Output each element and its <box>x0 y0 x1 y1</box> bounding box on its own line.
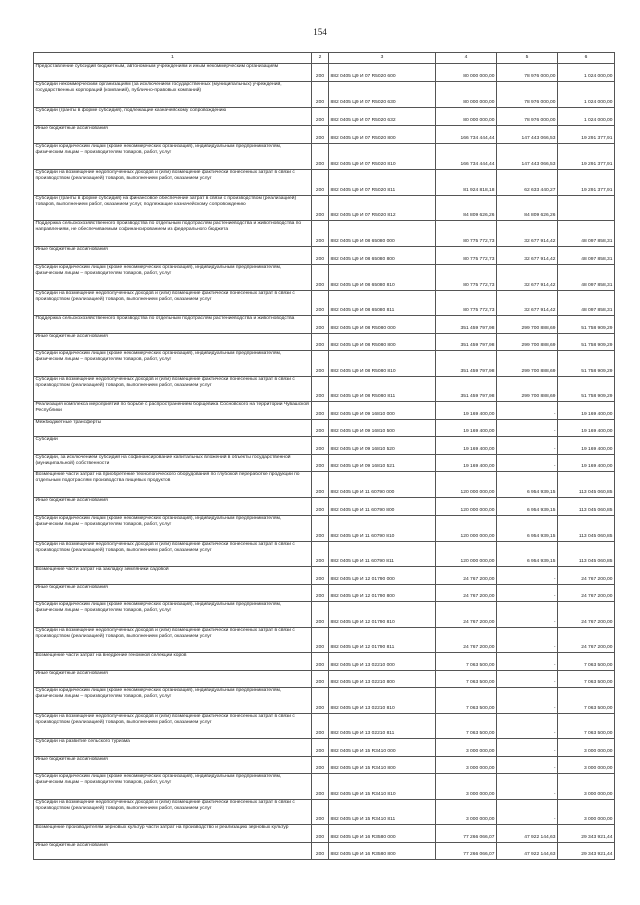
row-line-code: 200 <box>312 108 329 126</box>
row-name: Предоставление субсидий бюджетным, автономным учреждениям и иным некоммерческим организациям <box>34 64 312 82</box>
row-unexecuted-amount: 1 024 000,00 <box>558 64 615 82</box>
table-row <box>34 170 615 196</box>
row-budget-code: 882 0405 Ц9 И 12 01790 811 <box>329 628 436 653</box>
row-approved-amount: 120 000 000,00 <box>436 542 497 567</box>
row-line-code: 200 <box>312 688 329 714</box>
row-unexecuted-amount <box>558 196 615 221</box>
table-row <box>34 757 615 774</box>
row-name: Иные бюджетные ассигнования <box>34 585 312 602</box>
row-budget-code: 882 0405 Ц9 И 12 01790 800 <box>329 585 436 602</box>
row-budget-code: 882 0405 Ц9 И 11 60790 811 <box>329 542 436 567</box>
row-line-code: 200 <box>312 671 329 688</box>
row-unexecuted-amount: 51 758 909,29 <box>558 377 615 402</box>
row-budget-code: 882 0405 Ц9 И 11 60790 810 <box>329 516 436 542</box>
row-line-code: 200 <box>312 351 329 377</box>
row-budget-code: 882 0405 Ц9 И 08 65080 811 <box>329 291 436 316</box>
table-row <box>34 82 615 108</box>
page-number: 154 <box>313 27 327 37</box>
row-line-code: 200 <box>312 498 329 516</box>
table-row <box>34 196 615 221</box>
row-name: Субсидии на возмещение недополученных доходов и (или) возмещение фактически понесенных затрат в связи с производством (реализацией) товаров, выполнением работ, оказанием услуг <box>34 542 312 567</box>
row-line-code: 200 <box>312 437 329 455</box>
row-line-code: 200 <box>312 144 329 170</box>
row-executed-amount: 47 922 144,63 <box>497 843 558 860</box>
table-row <box>34 688 615 714</box>
table-row <box>34 377 615 402</box>
row-executed-amount: - <box>497 585 558 602</box>
table-row <box>34 64 615 82</box>
table-row <box>34 516 615 542</box>
row-approved-amount: 24 767 200,00 <box>436 628 497 653</box>
row-unexecuted-amount: 113 045 060,85 <box>558 472 615 498</box>
table-row <box>34 843 615 860</box>
row-executed-amount: 6 954 939,15 <box>497 472 558 498</box>
row-line-code: 200 <box>312 265 329 291</box>
row-unexecuted-amount: 48 097 858,31 <box>558 265 615 291</box>
row-unexecuted-amount: 29 343 921,44 <box>558 825 615 843</box>
budget-execution-table <box>33 52 615 860</box>
row-budget-code: 882 0405 Ц9 И 09 16810 000 <box>329 402 436 420</box>
row-approved-amount: 19 169 400,00 <box>436 455 497 472</box>
row-line-code: 200 <box>312 221 329 247</box>
row-budget-code: 882 0405 Ц9 И 13 02210 811 <box>329 714 436 739</box>
row-name: Иные бюджетные ассигнования <box>34 498 312 516</box>
row-budget-code: 882 0405 Ц9 И 13 02210 800 <box>329 671 436 688</box>
table-row <box>34 825 615 843</box>
row-name: Возмещение части затрат на внедрение геномной селекции коров <box>34 653 312 671</box>
row-budget-code: 882 0405 Ц9 И 08 R5080 800 <box>329 334 436 351</box>
row-unexecuted-amount: 113 045 060,85 <box>558 542 615 567</box>
row-line-code: 200 <box>312 247 329 265</box>
row-budget-code: 882 0405 Ц9 И 09 16810 500 <box>329 420 436 437</box>
row-name: Субсидии на возмещение недополученных доходов и (или) возмещение фактически понесенных затрат в связи с производством (реализацией) товаров, выполнением работ, оказанием услуг <box>34 291 312 316</box>
row-line-code: 200 <box>312 334 329 351</box>
row-name: Субсидии на возмещение недополученных доходов и (или) возмещение фактически понесенных затрат в связи с производством (реализацией) товаров, выполнением работ, оказанием услуг <box>34 628 312 653</box>
table-row <box>34 265 615 291</box>
row-executed-amount: 6 954 939,15 <box>497 498 558 516</box>
table-row <box>34 108 615 126</box>
row-approved-amount: 77 266 066,07 <box>436 843 497 860</box>
row-line-code: 200 <box>312 126 329 144</box>
row-approved-amount: 84 809 626,26 <box>436 196 497 221</box>
row-name: Субсидии юридическим лицам (кроме некоммерческих организаций), индивидуальным предпринимателям, физическим лицам – производителям товаров, работ, услуг <box>34 688 312 714</box>
row-approved-amount: 120 000 000,00 <box>436 516 497 542</box>
row-executed-amount: 78 976 000,00 <box>497 108 558 126</box>
row-budget-code: 882 0405 Ц9 И 08 65080 000 <box>329 221 436 247</box>
row-unexecuted-amount: 24 767 200,00 <box>558 567 615 585</box>
column-header: 6 <box>558 53 615 64</box>
row-name: Иные бюджетные ассигнования <box>34 671 312 688</box>
row-unexecuted-amount: 1 024 000,00 <box>558 108 615 126</box>
row-unexecuted-amount: 19 291 377,91 <box>558 144 615 170</box>
row-approved-amount: 3 000 000,00 <box>436 800 497 825</box>
row-line-code: 200 <box>312 774 329 800</box>
row-budget-code: 882 0405 Ц9 И 15 R3410 810 <box>329 774 436 800</box>
row-budget-code: 882 0405 Ц9 И 15 R3410 000 <box>329 739 436 757</box>
row-executed-amount: 32 677 914,42 <box>497 221 558 247</box>
row-line-code: 200 <box>312 800 329 825</box>
row-unexecuted-amount: 48 097 858,31 <box>558 291 615 316</box>
row-line-code: 200 <box>312 170 329 196</box>
row-executed-amount: - <box>497 437 558 455</box>
row-approved-amount: 80 775 772,73 <box>436 265 497 291</box>
row-line-code: 200 <box>312 377 329 402</box>
row-line-code: 200 <box>312 316 329 334</box>
row-line-code: 200 <box>312 472 329 498</box>
row-executed-amount: - <box>497 671 558 688</box>
row-unexecuted-amount: 48 097 858,31 <box>558 247 615 265</box>
row-approved-amount: 7 063 500,00 <box>436 714 497 739</box>
row-budget-code: 882 0405 Ц9 И 08 R5080 811 <box>329 377 436 402</box>
row-executed-amount: - <box>497 628 558 653</box>
row-name: Субсидии некоммерческим организациям (за исключением государственных (муниципальных) учреждений, государственных корпораций (компаний), публично-правовых компаний) <box>34 82 312 108</box>
row-unexecuted-amount: 24 767 200,00 <box>558 602 615 628</box>
row-budget-code: 882 0405 Ц9 И 15 R3410 800 <box>329 757 436 774</box>
row-approved-amount: 24 767 200,00 <box>436 602 497 628</box>
row-unexecuted-amount: 7 063 500,00 <box>558 714 615 739</box>
row-approved-amount: 19 169 400,00 <box>436 437 497 455</box>
row-approved-amount: 3 000 000,00 <box>436 739 497 757</box>
row-name: Субсидии на развитие сельского туризма <box>34 739 312 757</box>
row-executed-amount: - <box>497 420 558 437</box>
row-approved-amount: 80 000 000,00 <box>436 82 497 108</box>
row-executed-amount: 147 443 066,53 <box>497 144 558 170</box>
row-line-code: 200 <box>312 82 329 108</box>
row-executed-amount: 32 677 914,42 <box>497 291 558 316</box>
row-unexecuted-amount: 29 343 921,44 <box>558 843 615 860</box>
row-executed-amount: - <box>497 567 558 585</box>
table-row <box>34 402 615 420</box>
table-row <box>34 714 615 739</box>
row-approved-amount: 19 169 400,00 <box>436 420 497 437</box>
row-line-code: 200 <box>312 739 329 757</box>
table-row <box>34 585 615 602</box>
row-executed-amount: 62 633 440,27 <box>497 170 558 196</box>
row-line-code: 200 <box>312 196 329 221</box>
row-name: Субсидии на возмещение недополученных доходов и (или) возмещение фактически понесенных затрат в связи с производством (реализацией) товаров, выполнением работ, оказанием услуг <box>34 714 312 739</box>
row-name: Возмещение части затрат на закладку земляники садовой <box>34 567 312 585</box>
column-header: 4 <box>436 53 497 64</box>
row-unexecuted-amount: 19 291 377,91 <box>558 126 615 144</box>
row-budget-code: 882 0405 Ц9 И 07 R5020 800 <box>329 126 436 144</box>
row-approved-amount: 351 459 797,98 <box>436 377 497 402</box>
row-budget-code: 882 0405 Ц9 И 12 01790 000 <box>329 567 436 585</box>
row-unexecuted-amount: 48 097 858,31 <box>558 221 615 247</box>
row-line-code: 200 <box>312 585 329 602</box>
row-unexecuted-amount: 3 000 000,00 <box>558 757 615 774</box>
row-executed-amount: - <box>497 714 558 739</box>
row-name: Возмещение части затрат на приобретение технологического оборудования по глубокой переработке продукции по отдельным подотраслям производства пищевых продуктов <box>34 472 312 498</box>
row-line-code: 200 <box>312 602 329 628</box>
row-unexecuted-amount: 24 767 200,00 <box>558 628 615 653</box>
table-row <box>34 739 615 757</box>
table-row <box>34 567 615 585</box>
table-row <box>34 420 615 437</box>
row-budget-code: 882 0405 Ц9 И 13 02210 000 <box>329 653 436 671</box>
row-budget-code: 882 0405 Ц9 И 08 R5080 000 <box>329 316 436 334</box>
row-approved-amount: 351 459 797,98 <box>436 316 497 334</box>
column-header: 1 <box>34 53 312 64</box>
row-name: Субсидии (гранты в форме субсидий) на финансовое обеспечение затрат в связи с производством (реализацией) товаров, выполнением работ, оказанием услуг, подлежащие казначейскому сопровождению <box>34 196 312 221</box>
row-budget-code: 882 0405 Ц9 И 16 R3580 800 <box>329 843 436 860</box>
table-row <box>34 602 615 628</box>
table-row <box>34 653 615 671</box>
table-row <box>34 671 615 688</box>
row-approved-amount: 24 767 200,00 <box>436 567 497 585</box>
row-budget-code: 882 0405 Ц9 И 07 R5020 630 <box>329 82 436 108</box>
column-header: 3 <box>329 53 436 64</box>
row-executed-amount: - <box>497 455 558 472</box>
row-budget-code: 882 0405 Ц9 И 07 R5020 810 <box>329 144 436 170</box>
table-row <box>34 774 615 800</box>
row-unexecuted-amount: 51 758 909,29 <box>558 351 615 377</box>
row-executed-amount: - <box>497 602 558 628</box>
row-name: Субсидии на возмещение недополученных доходов и (или) возмещение фактически понесенных затрат в связи с производством (реализацией) товаров, выполнением работ, оказанием услуг <box>34 800 312 825</box>
table-row <box>34 334 615 351</box>
column-number-header <box>34 53 615 64</box>
row-unexecuted-amount: 51 758 909,29 <box>558 316 615 334</box>
row-approved-amount: 7 063 500,00 <box>436 671 497 688</box>
table-row <box>34 221 615 247</box>
row-approved-amount: 3 000 000,00 <box>436 757 497 774</box>
row-executed-amount: 299 700 888,69 <box>497 334 558 351</box>
row-line-code: 200 <box>312 628 329 653</box>
row-executed-amount: 6 954 939,15 <box>497 516 558 542</box>
table-row <box>34 144 615 170</box>
row-approved-amount: 3 000 000,00 <box>436 774 497 800</box>
column-header: 2 <box>312 53 329 64</box>
row-line-code: 200 <box>312 516 329 542</box>
row-executed-amount: 6 954 939,15 <box>497 542 558 567</box>
row-name: Реализация комплекса мероприятий по борьбе с распространением борщевика Сосновского на территории Чувашской Республики <box>34 402 312 420</box>
row-unexecuted-amount: 19 169 400,00 <box>558 437 615 455</box>
row-executed-amount: - <box>497 800 558 825</box>
row-line-code: 200 <box>312 567 329 585</box>
row-executed-amount: - <box>497 688 558 714</box>
row-name: Межбюджетные трансферты <box>34 420 312 437</box>
row-unexecuted-amount: 51 758 909,29 <box>558 334 615 351</box>
row-approved-amount: 80 000 000,00 <box>436 64 497 82</box>
row-approved-amount: 77 266 066,07 <box>436 825 497 843</box>
row-budget-code: 882 0405 Ц9 И 13 02210 810 <box>329 688 436 714</box>
row-name: Поддержка сельскохозяйственного производства по отдельным подотраслям растениеводства и животноводства по направлениям, не обеспечиваемым софинансированием из федерального бюджета <box>34 221 312 247</box>
row-unexecuted-amount: 24 767 200,00 <box>558 585 615 602</box>
row-name: Возмещение производителям зерновых культур части затрат на производство и реализацию зерновых культур <box>34 825 312 843</box>
row-budget-code: 882 0405 Ц9 И 15 R3410 811 <box>329 800 436 825</box>
row-executed-amount: 147 443 066,53 <box>497 126 558 144</box>
table-row <box>34 437 615 455</box>
row-line-code: 200 <box>312 542 329 567</box>
row-unexecuted-amount: 3 000 000,00 <box>558 800 615 825</box>
row-executed-amount: - <box>497 739 558 757</box>
row-name: Поддержка сельскохозяйственного производства по отдельным подотраслям растениеводства и животноводства <box>34 316 312 334</box>
row-approved-amount: 120 000 000,00 <box>436 498 497 516</box>
row-budget-code: 882 0405 Ц9 И 11 60790 000 <box>329 472 436 498</box>
row-name: Субсидии юридическим лицам (кроме некоммерческих организаций), индивидуальным предпринимателям, физическим лицам – производителям товаров, работ, услуг <box>34 516 312 542</box>
row-executed-amount: - <box>497 774 558 800</box>
row-name: Субсидии (гранты в форме субсидий), подлежащие казначейскому сопровождению <box>34 108 312 126</box>
table-row <box>34 291 615 316</box>
row-budget-code: 882 0405 Ц9 И 08 65080 810 <box>329 265 436 291</box>
row-unexecuted-amount: 7 063 500,00 <box>558 671 615 688</box>
row-unexecuted-amount: 7 063 500,00 <box>558 688 615 714</box>
table-row <box>34 628 615 653</box>
row-approved-amount: 80 775 772,73 <box>436 247 497 265</box>
table-row <box>34 351 615 377</box>
row-approved-amount: 351 459 797,98 <box>436 351 497 377</box>
row-line-code: 200 <box>312 64 329 82</box>
row-executed-amount: 84 809 626,26 <box>497 196 558 221</box>
row-executed-amount: - <box>497 653 558 671</box>
row-name: Субсидии юридическим лицам (кроме некоммерческих организаций), индивидуальным предпринимателям, физическим лицам – производителям товаров, работ, услуг <box>34 265 312 291</box>
row-name: Иные бюджетные ассигнования <box>34 126 312 144</box>
row-line-code: 200 <box>312 291 329 316</box>
row-unexecuted-amount: 113 045 060,85 <box>558 498 615 516</box>
row-line-code: 200 <box>312 402 329 420</box>
row-executed-amount: 32 677 914,42 <box>497 247 558 265</box>
row-name: Субсидии на возмещение недополученных доходов и (или) возмещение фактически понесенных затрат в связи с производством (реализацией) товаров, выполнением работ, оказанием услуг <box>34 377 312 402</box>
table-row <box>34 542 615 567</box>
row-approved-amount: 19 169 400,00 <box>436 402 497 420</box>
row-name: Иные бюджетные ассигнования <box>34 843 312 860</box>
row-budget-code: 882 0405 Ц9 И 11 60790 800 <box>329 498 436 516</box>
row-budget-code: 882 0405 Ц9 И 07 R5020 632 <box>329 108 436 126</box>
row-line-code: 200 <box>312 653 329 671</box>
table-row <box>34 316 615 334</box>
row-name: Иные бюджетные ассигнования <box>34 334 312 351</box>
row-name: Иные бюджетные ассигнования <box>34 247 312 265</box>
row-unexecuted-amount: 113 045 060,85 <box>558 516 615 542</box>
row-name: Субсидии на возмещение недополученных доходов и (или) возмещение фактически понесенных затрат в связи с производством (реализацией) товаров, выполнением работ, оказанием услуг <box>34 170 312 196</box>
row-line-code: 200 <box>312 843 329 860</box>
row-line-code: 200 <box>312 825 329 843</box>
row-executed-amount: 299 700 888,69 <box>497 377 558 402</box>
row-budget-code: 882 0405 Ц9 И 08 65080 800 <box>329 247 436 265</box>
row-approved-amount: 24 767 200,00 <box>436 585 497 602</box>
row-executed-amount: 78 976 000,00 <box>497 64 558 82</box>
row-budget-code: 882 0405 Ц9 И 09 16810 521 <box>329 455 436 472</box>
row-approved-amount: 80 000 000,00 <box>436 108 497 126</box>
row-approved-amount: 120 000 000,00 <box>436 472 497 498</box>
row-approved-amount: 7 063 500,00 <box>436 653 497 671</box>
row-approved-amount: 166 734 444,44 <box>436 126 497 144</box>
row-executed-amount: 299 700 888,69 <box>497 351 558 377</box>
row-executed-amount: 299 700 888,69 <box>497 316 558 334</box>
row-line-code: 200 <box>312 420 329 437</box>
row-approved-amount: 166 734 444,44 <box>436 144 497 170</box>
column-header: 5 <box>497 53 558 64</box>
row-name: Субсидии юридическим лицам (кроме некоммерческих организаций), индивидуальным предпринимателям, физическим лицам – производителям товаров, работ, услуг <box>34 351 312 377</box>
row-name: Субсидии юридическим лицам (кроме некоммерческих организаций), индивидуальным предпринимателям, физическим лицам – производителям товаров, работ, услуг <box>34 774 312 800</box>
row-unexecuted-amount: 19 169 400,00 <box>558 455 615 472</box>
row-approved-amount: 351 459 797,98 <box>436 334 497 351</box>
row-unexecuted-amount: 1 024 000,00 <box>558 82 615 108</box>
row-unexecuted-amount: 7 063 500,00 <box>558 653 615 671</box>
table-row <box>34 247 615 265</box>
row-budget-code: 882 0405 Ц9 И 12 01790 810 <box>329 602 436 628</box>
row-budget-code: 882 0405 Ц9 И 09 16810 520 <box>329 437 436 455</box>
row-unexecuted-amount: 19 169 400,00 <box>558 402 615 420</box>
row-unexecuted-amount: 19 291 377,91 <box>558 170 615 196</box>
row-executed-amount: 47 922 144,63 <box>497 825 558 843</box>
table-row <box>34 455 615 472</box>
row-approved-amount: 80 775 772,73 <box>436 221 497 247</box>
row-budget-code: 882 0405 Ц9 И 16 R3580 000 <box>329 825 436 843</box>
row-budget-code: 882 0405 Ц9 И 07 R5020 600 <box>329 64 436 82</box>
row-approved-amount: 80 775 772,73 <box>436 291 497 316</box>
row-approved-amount: 81 924 818,18 <box>436 170 497 196</box>
row-budget-code: 882 0405 Ц9 И 07 R5020 812 <box>329 196 436 221</box>
row-unexecuted-amount: 19 169 400,00 <box>558 420 615 437</box>
row-executed-amount: 32 677 914,42 <box>497 265 558 291</box>
row-line-code: 200 <box>312 714 329 739</box>
row-name: Субсидии <box>34 437 312 455</box>
table-row <box>34 126 615 144</box>
row-budget-code: 882 0405 Ц9 И 08 R5080 810 <box>329 351 436 377</box>
row-name: Иные бюджетные ассигнования <box>34 757 312 774</box>
row-approved-amount: 7 063 500,00 <box>436 688 497 714</box>
row-line-code: 200 <box>312 757 329 774</box>
table-row <box>34 472 615 498</box>
row-executed-amount: - <box>497 402 558 420</box>
row-unexecuted-amount: 3 000 000,00 <box>558 739 615 757</box>
row-name: Субсидии юридическим лицам (кроме некоммерческих организаций), индивидуальным предпринимателям, физическим лицам – производителям товаров, работ, услуг <box>34 144 312 170</box>
table-row <box>34 498 615 516</box>
row-line-code: 200 <box>312 455 329 472</box>
row-executed-amount: - <box>497 757 558 774</box>
row-name: Субсидии юридическим лицам (кроме некоммерческих организаций), индивидуальным предпринимателям, физическим лицам – производителям товаров, работ, услуг <box>34 602 312 628</box>
row-budget-code: 882 0405 Ц9 И 07 R5020 811 <box>329 170 436 196</box>
table-row <box>34 800 615 825</box>
row-executed-amount: 78 976 000,00 <box>497 82 558 108</box>
row-unexecuted-amount: 3 000 000,00 <box>558 774 615 800</box>
row-name: Субсидии, за исключением субсидий на софинансирование капитальных вложений в объекты государственной (муниципальной) собственности <box>34 455 312 472</box>
